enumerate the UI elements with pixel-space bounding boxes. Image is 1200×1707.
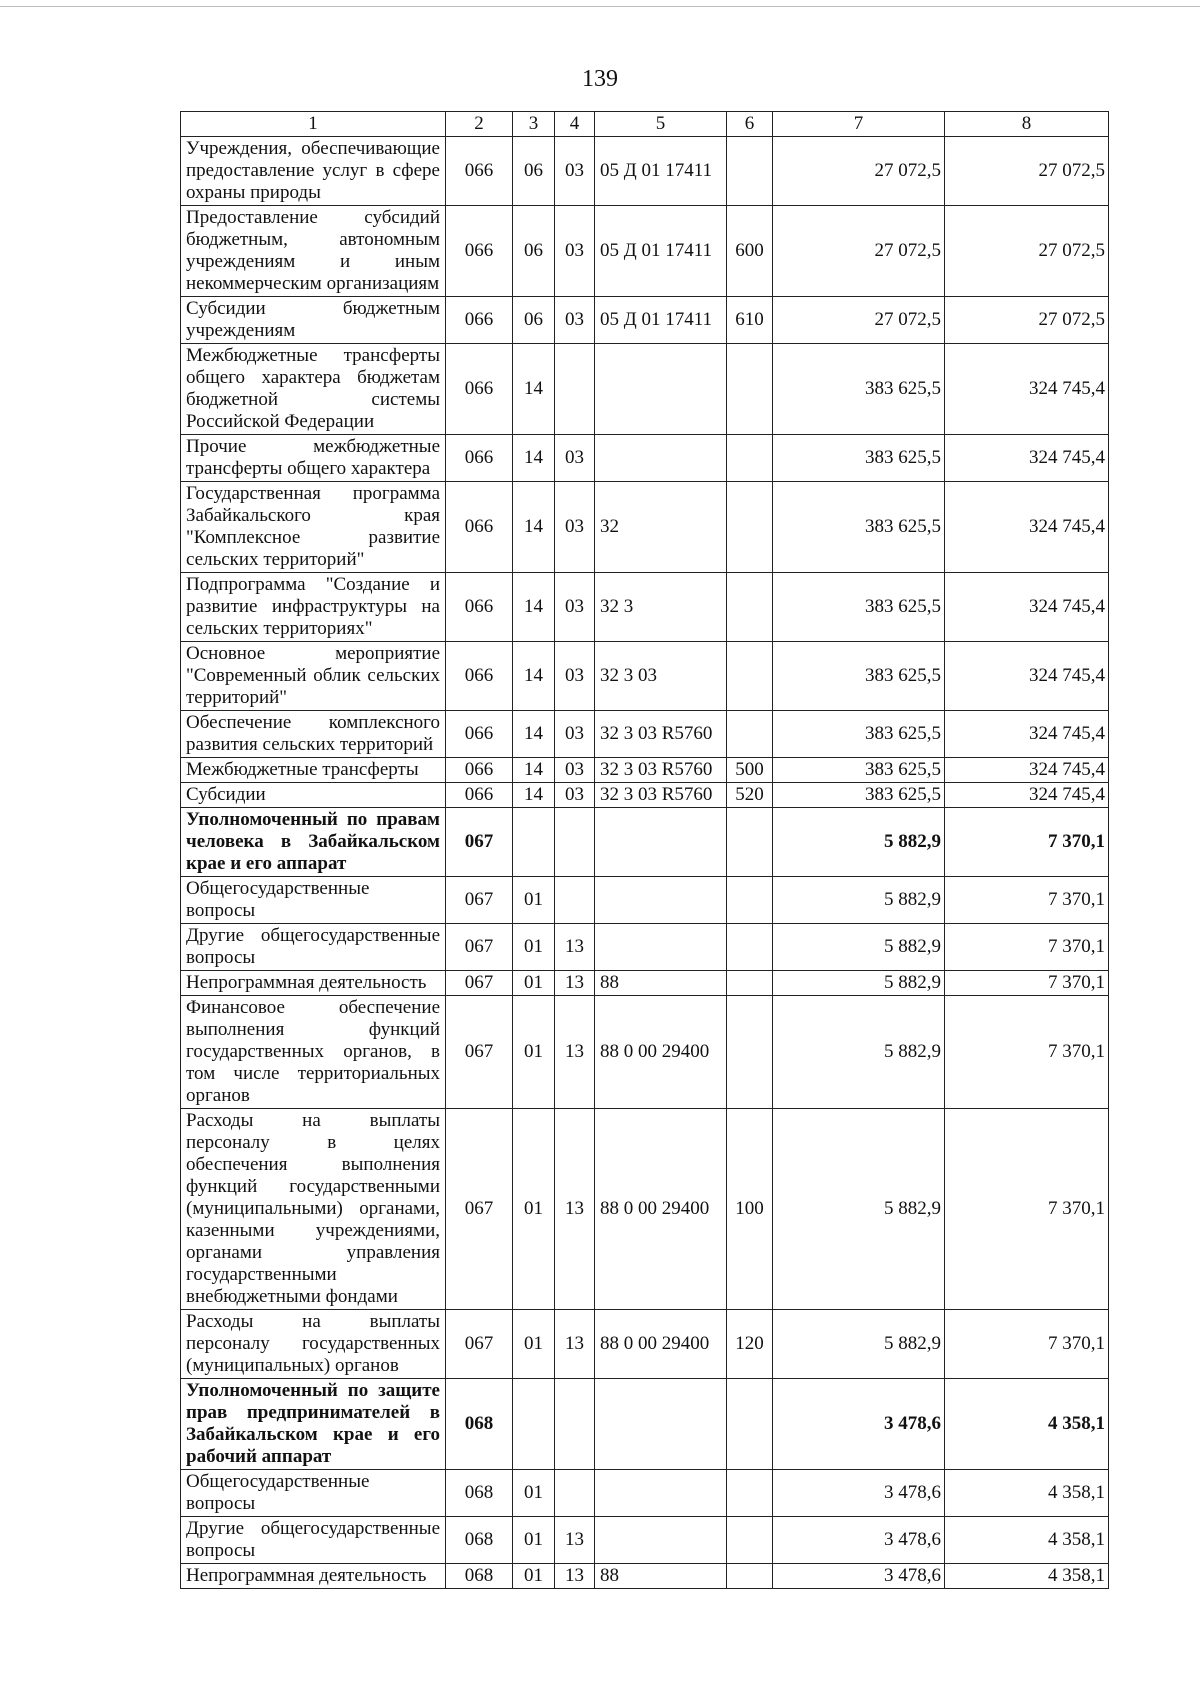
amount-year2-cell: 4 358,1 [945, 1379, 1109, 1470]
expense-type-cell [727, 482, 773, 573]
ministry-code-cell: 068 [446, 1564, 513, 1589]
table-row [181, 1109, 1109, 1310]
target-article-cell [595, 877, 727, 924]
row-name-cell: Другие общегосударственные вопросы [181, 1517, 446, 1564]
amount-year2-cell: 7 370,1 [945, 877, 1109, 924]
expense-type-cell [727, 1564, 773, 1589]
amount-year1-cell: 383 625,5 [773, 642, 945, 711]
amount-year2-cell: 324 745,4 [945, 711, 1109, 758]
table-row [181, 137, 1109, 206]
header-cell: 1 [181, 112, 446, 137]
subsection-cell: 13 [555, 1564, 595, 1589]
expense-type-cell: 610 [727, 297, 773, 344]
header-row [181, 112, 1109, 137]
ministry-code-cell: 066 [446, 137, 513, 206]
amount-year1-cell: 3 478,6 [773, 1517, 945, 1564]
subsection-cell: 13 [555, 1109, 595, 1310]
target-article-cell: 88 0 00 29400 [595, 1310, 727, 1379]
amount-year2-cell: 27 072,5 [945, 297, 1109, 344]
subsection-cell: 13 [555, 971, 595, 996]
expense-type-cell: 120 [727, 1310, 773, 1379]
row-name-cell: Общегосударственные вопросы [181, 1470, 446, 1517]
amount-year2-cell: 324 745,4 [945, 573, 1109, 642]
amount-year2-cell: 324 745,4 [945, 482, 1109, 573]
row-name-cell: Другие общегосударственные вопросы [181, 924, 446, 971]
amount-year1-cell: 5 882,9 [773, 808, 945, 877]
row-name-cell: Основное мероприятие "Современный облик сельских территорий" [181, 642, 446, 711]
row-name-cell: Прочие межбюджетные трансферты общего характера [181, 435, 446, 482]
table-row [181, 206, 1109, 297]
row-name-cell: Межбюджетные трансферты общего характера бюджетам бюджетной системы Российской Федерации [181, 344, 446, 435]
amount-year2-cell: 27 072,5 [945, 206, 1109, 297]
table-row [181, 1379, 1109, 1470]
subsection-cell: 13 [555, 1310, 595, 1379]
budget-table [180, 111, 1109, 1589]
section-cell: 01 [513, 877, 555, 924]
expense-type-cell: 500 [727, 758, 773, 783]
table-row [181, 1564, 1109, 1589]
table-row [181, 1310, 1109, 1379]
table-row [181, 711, 1109, 758]
amount-year2-cell: 7 370,1 [945, 1310, 1109, 1379]
ministry-code-cell: 066 [446, 344, 513, 435]
ministry-code-cell: 067 [446, 924, 513, 971]
expense-type-cell [727, 808, 773, 877]
expense-type-cell [727, 435, 773, 482]
ministry-code-cell: 067 [446, 1109, 513, 1310]
section-cell: 06 [513, 297, 555, 344]
table-row [181, 1470, 1109, 1517]
row-name-cell: Уполномоченный по защите прав предпринимателей в Забайкальском крае и его рабочий аппарат [181, 1379, 446, 1470]
expense-type-cell [727, 996, 773, 1109]
section-cell: 06 [513, 137, 555, 206]
subsection-cell: 13 [555, 996, 595, 1109]
subsection-cell: 03 [555, 783, 595, 808]
subsection-cell: 03 [555, 297, 595, 344]
section-cell: 01 [513, 996, 555, 1109]
amount-year2-cell: 4 358,1 [945, 1564, 1109, 1589]
amount-year1-cell: 27 072,5 [773, 137, 945, 206]
amount-year1-cell: 383 625,5 [773, 344, 945, 435]
target-article-cell [595, 344, 727, 435]
header-cell: 5 [595, 112, 727, 137]
section-cell: 14 [513, 711, 555, 758]
amount-year1-cell: 383 625,5 [773, 573, 945, 642]
row-name-cell: Непрограммная деятельность [181, 1564, 446, 1589]
target-article-cell: 88 0 00 29400 [595, 1109, 727, 1310]
row-name-cell: Непрограммная деятельность [181, 971, 446, 996]
expense-type-cell [727, 344, 773, 435]
amount-year2-cell: 324 745,4 [945, 783, 1109, 808]
header-cell: 7 [773, 112, 945, 137]
amount-year2-cell: 7 370,1 [945, 808, 1109, 877]
section-cell: 14 [513, 783, 555, 808]
row-name-cell: Расходы на выплаты персоналу в целях обеспечения выполнения функций государственными (муниципальными) органами, казенными учреждениями, органами управления государственными внебюджетными фондами [181, 1109, 446, 1310]
ministry-code-cell: 068 [446, 1517, 513, 1564]
target-article-cell: 32 3 [595, 573, 727, 642]
amount-year2-cell: 7 370,1 [945, 971, 1109, 996]
row-name-cell: Расходы на выплаты персоналу государственных (муниципальных) органов [181, 1310, 446, 1379]
amount-year1-cell: 383 625,5 [773, 711, 945, 758]
expense-type-cell [727, 642, 773, 711]
subsection-cell [555, 1470, 595, 1517]
section-cell [513, 808, 555, 877]
expense-type-cell [727, 924, 773, 971]
expense-type-cell [727, 573, 773, 642]
target-article-cell: 88 0 00 29400 [595, 996, 727, 1109]
ministry-code-cell: 067 [446, 996, 513, 1109]
section-cell [513, 1379, 555, 1470]
table-body [181, 137, 1109, 1589]
amount-year2-cell: 324 745,4 [945, 642, 1109, 711]
row-name-cell: Уполномоченный по правам человека в Забайкальском крае и его аппарат [181, 808, 446, 877]
amount-year1-cell: 5 882,9 [773, 1109, 945, 1310]
ministry-code-cell: 067 [446, 877, 513, 924]
target-article-cell: 32 3 03 [595, 642, 727, 711]
section-cell: 14 [513, 435, 555, 482]
amount-year2-cell: 7 370,1 [945, 996, 1109, 1109]
amount-year1-cell: 383 625,5 [773, 758, 945, 783]
ministry-code-cell: 068 [446, 1470, 513, 1517]
expense-type-cell [727, 1517, 773, 1564]
expense-type-cell: 520 [727, 783, 773, 808]
subsection-cell [555, 877, 595, 924]
table-row [181, 877, 1109, 924]
row-name-cell: Учреждения, обеспечивающие предоставление услуг в сфере охраны природы [181, 137, 446, 206]
section-cell: 01 [513, 1310, 555, 1379]
amount-year1-cell: 5 882,9 [773, 1310, 945, 1379]
ministry-code-cell: 066 [446, 642, 513, 711]
target-article-cell: 05 Д 01 17411 [595, 206, 727, 297]
subsection-cell [555, 1379, 595, 1470]
target-article-cell: 05 Д 01 17411 [595, 137, 727, 206]
ministry-code-cell: 066 [446, 711, 513, 758]
expense-type-cell [727, 137, 773, 206]
header-cell: 4 [555, 112, 595, 137]
amount-year2-cell: 324 745,4 [945, 435, 1109, 482]
target-article-cell: 05 Д 01 17411 [595, 297, 727, 344]
subsection-cell: 03 [555, 137, 595, 206]
expense-type-cell [727, 1379, 773, 1470]
table-row [181, 344, 1109, 435]
expense-type-cell [727, 1470, 773, 1517]
section-cell: 01 [513, 971, 555, 996]
row-name-cell: Обеспечение комплексного развития сельских территорий [181, 711, 446, 758]
ministry-code-cell: 066 [446, 573, 513, 642]
amount-year2-cell: 324 745,4 [945, 344, 1109, 435]
amount-year2-cell: 324 745,4 [945, 758, 1109, 783]
amount-year1-cell: 383 625,5 [773, 435, 945, 482]
row-name-cell: Государственная программа Забайкальского края "Комплексное развитие сельских территорий" [181, 482, 446, 573]
amount-year2-cell: 4 358,1 [945, 1470, 1109, 1517]
section-cell: 14 [513, 482, 555, 573]
section-cell: 14 [513, 344, 555, 435]
section-cell: 14 [513, 573, 555, 642]
target-article-cell [595, 1379, 727, 1470]
ministry-code-cell: 066 [446, 297, 513, 344]
target-article-cell [595, 924, 727, 971]
subsection-cell [555, 344, 595, 435]
target-article-cell: 32 3 03 R5760 [595, 758, 727, 783]
ministry-code-cell: 068 [446, 1379, 513, 1470]
ministry-code-cell: 067 [446, 971, 513, 996]
amount-year1-cell: 383 625,5 [773, 783, 945, 808]
table-row [181, 642, 1109, 711]
table-row [181, 808, 1109, 877]
table-row [181, 758, 1109, 783]
header-cell: 8 [945, 112, 1109, 137]
subsection-cell: 03 [555, 711, 595, 758]
amount-year1-cell: 27 072,5 [773, 297, 945, 344]
amount-year1-cell: 5 882,9 [773, 971, 945, 996]
expense-type-cell [727, 711, 773, 758]
amount-year2-cell: 4 358,1 [945, 1517, 1109, 1564]
section-cell: 01 [513, 1109, 555, 1310]
header-cell: 3 [513, 112, 555, 137]
header-cell: 2 [446, 112, 513, 137]
target-article-cell: 88 [595, 971, 727, 996]
row-name-cell: Субсидии бюджетным учреждениям [181, 297, 446, 344]
section-cell: 01 [513, 1517, 555, 1564]
table-row [181, 435, 1109, 482]
expense-type-cell: 100 [727, 1109, 773, 1310]
table-row [181, 996, 1109, 1109]
amount-year1-cell: 3 478,6 [773, 1379, 945, 1470]
amount-year2-cell: 7 370,1 [945, 924, 1109, 971]
amount-year1-cell: 5 882,9 [773, 996, 945, 1109]
row-name-cell: Общегосударственные вопросы [181, 877, 446, 924]
table-row [181, 482, 1109, 573]
section-cell: 14 [513, 758, 555, 783]
amount-year1-cell: 3 478,6 [773, 1470, 945, 1517]
amount-year2-cell: 27 072,5 [945, 137, 1109, 206]
table-row [181, 573, 1109, 642]
page-number: 139 [582, 66, 618, 92]
table-row [181, 971, 1109, 996]
table-row [181, 1517, 1109, 1564]
amount-year2-cell: 7 370,1 [945, 1109, 1109, 1310]
subsection-cell: 03 [555, 482, 595, 573]
subsection-cell: 03 [555, 642, 595, 711]
ministry-code-cell: 066 [446, 482, 513, 573]
target-article-cell: 88 [595, 1564, 727, 1589]
row-name-cell: Субсидии [181, 783, 446, 808]
table-row [181, 297, 1109, 344]
row-name-cell: Межбюджетные трансферты [181, 758, 446, 783]
target-article-cell: 32 3 03 R5760 [595, 783, 727, 808]
subsection-cell: 13 [555, 924, 595, 971]
ministry-code-cell: 066 [446, 206, 513, 297]
target-article-cell [595, 808, 727, 877]
subsection-cell: 03 [555, 435, 595, 482]
expense-type-cell [727, 877, 773, 924]
subsection-cell: 13 [555, 1517, 595, 1564]
row-name-cell: Финансовое обеспечение выполнения функций государственных органов, в том числе территориальных органов [181, 996, 446, 1109]
subsection-cell: 03 [555, 573, 595, 642]
subsection-cell: 03 [555, 758, 595, 783]
target-article-cell: 32 [595, 482, 727, 573]
header-cell: 6 [727, 112, 773, 137]
section-cell: 14 [513, 642, 555, 711]
table-row [181, 783, 1109, 808]
section-cell: 01 [513, 1564, 555, 1589]
amount-year1-cell: 3 478,6 [773, 1564, 945, 1589]
amount-year1-cell: 5 882,9 [773, 924, 945, 971]
ministry-code-cell: 067 [446, 808, 513, 877]
target-article-cell [595, 435, 727, 482]
subsection-cell: 03 [555, 206, 595, 297]
expense-type-cell: 600 [727, 206, 773, 297]
row-name-cell: Подпрограмма "Создание и развитие инфраструктуры на сельских территориях" [181, 573, 446, 642]
scan-top-edge [0, 6, 1200, 7]
ministry-code-cell: 066 [446, 435, 513, 482]
amount-year1-cell: 5 882,9 [773, 877, 945, 924]
amount-year1-cell: 27 072,5 [773, 206, 945, 297]
section-cell: 06 [513, 206, 555, 297]
ministry-code-cell: 066 [446, 758, 513, 783]
row-name-cell: Предоставление субсидий бюджетным, автономным учреждениям и иным некоммерческим организациям [181, 206, 446, 297]
ministry-code-cell: 067 [446, 1310, 513, 1379]
amount-year1-cell: 383 625,5 [773, 482, 945, 573]
subsection-cell [555, 808, 595, 877]
ministry-code-cell: 066 [446, 783, 513, 808]
target-article-cell: 32 3 03 R5760 [595, 711, 727, 758]
target-article-cell [595, 1517, 727, 1564]
section-cell: 01 [513, 1470, 555, 1517]
table-row [181, 924, 1109, 971]
expense-type-cell [727, 971, 773, 996]
section-cell: 01 [513, 924, 555, 971]
target-article-cell [595, 1470, 727, 1517]
